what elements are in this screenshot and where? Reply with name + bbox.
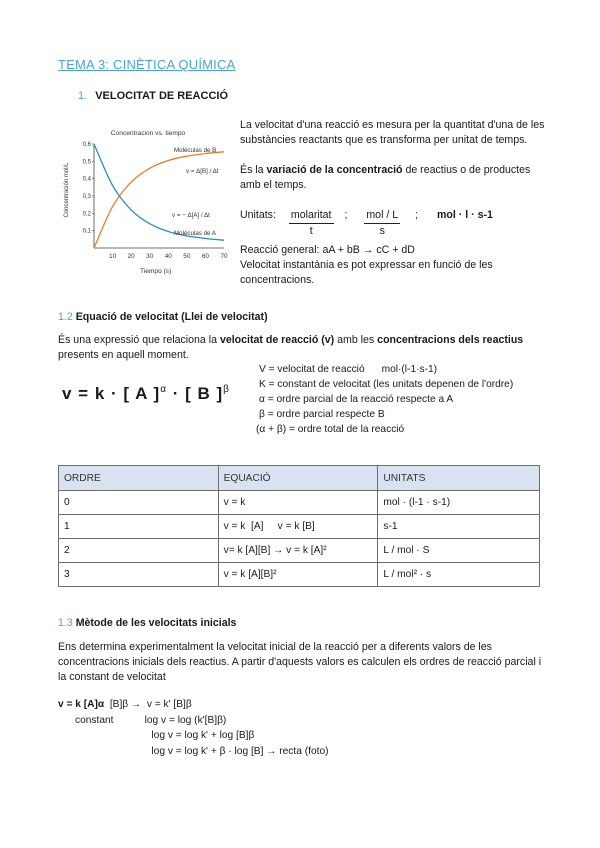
instant-velocity: Velocitat instantània es pot expressar en funció de les concentracions. bbox=[240, 259, 493, 286]
general-reaction: Reacció general: aA + bB → cC + dD bbox=[240, 244, 415, 256]
legend-item: (α + β) = ordre total de la reacció bbox=[256, 424, 405, 435]
rate-law-legend bbox=[256, 362, 513, 437]
table-row: 0 v = k mol · (l-1 · s-1) bbox=[59, 491, 540, 515]
x-tick-label: 30 bbox=[146, 253, 154, 260]
y-tick-label: 0,5 bbox=[82, 159, 91, 166]
header-unitats: UNITATS bbox=[378, 466, 540, 491]
y-tick-label: 0,4 bbox=[82, 176, 91, 183]
legend-item: α = ordre parcial de la reacció respecte a A bbox=[259, 394, 454, 405]
order-table bbox=[58, 465, 540, 587]
intro-paragraph-1: La velocitat d'una reacció es mesura per la quantitat d'una de les substàncies reactants que es transforma per unitat de temps. bbox=[240, 119, 545, 146]
section-1-2-paragraph: És una expressió que relaciona la velocitat de reacció (v) amb les concentracions dels reactius presents en aquell moment. bbox=[58, 334, 524, 361]
chart-xlabel: Tiempo (s) bbox=[140, 268, 172, 275]
section-1-3-heading: 1.3 Mètode de les velocitats inicials bbox=[58, 617, 237, 629]
series-molecules-a-line bbox=[94, 144, 224, 240]
table-row: 2 v= k [A][B] → v = k [A]² L / mol · S bbox=[59, 539, 540, 563]
y-tick-label: 0,1 bbox=[82, 228, 91, 235]
legend-item: K = constant de velocitat (les unitats depenen de l'ordre) bbox=[259, 379, 514, 390]
series-a-label: Moléculas de A bbox=[174, 230, 216, 237]
x-tick-label: 50 bbox=[183, 253, 191, 260]
y-tick-label: 0,6 bbox=[82, 142, 91, 148]
header-equacio: EQUACIÓ bbox=[218, 466, 378, 491]
unit-mol-l-per-s: $\frac{\text{mol / L}}{s}$ bbox=[366, 209, 399, 237]
derivation-line-1: v = k [A]α [B]β → v = k' [B]β bbox=[58, 699, 192, 710]
y-tick-label: 0,3 bbox=[82, 194, 91, 200]
intro-text-block bbox=[240, 118, 550, 288]
series-b-label: Moléculas de B bbox=[174, 147, 217, 154]
derivation-line-2: constant log v = log (k'[B]β) bbox=[58, 714, 227, 726]
annotation-b: v = Δ[B] / Δt bbox=[186, 168, 219, 175]
section-1-title: VELOCITAT DE REACCIÓ bbox=[95, 90, 229, 102]
x-tick-label: 10 bbox=[109, 253, 117, 260]
unit-molaritat-per-t: $\frac{\text{molaritat}}{t}$ bbox=[290, 209, 332, 237]
table-row: 1 v = k [A] v = k [B] s-1 bbox=[59, 515, 540, 539]
chart-title: Concentracion vs. tiempo bbox=[110, 130, 186, 137]
section-1-number: 1. bbox=[78, 90, 88, 102]
table-header-row bbox=[59, 466, 540, 491]
x-tick-label: 40 bbox=[164, 253, 172, 260]
chart-ylabel: Concentración mol/L bbox=[64, 162, 70, 218]
section-1-2-heading: 1.2 Equació de velocitat (Llei de velocitat) bbox=[58, 311, 268, 323]
table-row: 3 v = k [A][B]² L / mol² · s bbox=[59, 563, 540, 587]
legend-item: β = ordre parcial respecte B bbox=[259, 409, 385, 420]
units-line: Unitats: $\frac{\text{molaritat}}{t}$ ; $\frac{\text{mol / L}}{s}$ ; mol · l · s-1 bbox=[240, 209, 493, 237]
rate-law-equation: v = k · [ A ]$^\alpha$ · [ B ]$^\beta$ bbox=[62, 384, 230, 403]
y-tick-label: 0,2 bbox=[82, 211, 91, 218]
initial-rates-derivation bbox=[58, 697, 329, 759]
concentration-time-chart bbox=[60, 126, 232, 276]
section-1-3-paragraph: Ens determina experimentalment la velocitat inicial de la reacció per a diferents valors de les concentracions inicials dels reactius. A partir d'aquests valors es calculen els ordres de reacció parcial i la constant de velocitat bbox=[58, 641, 542, 683]
derivation-line-3: log v = log k' + log [B]β bbox=[58, 730, 255, 741]
intro-paragraph-2: És la variació de la concentració de reactius o de productes amb el temps. bbox=[240, 164, 531, 191]
section-1-heading bbox=[78, 90, 228, 102]
unit-mol-l-s: mol · l · s-1 bbox=[437, 209, 493, 221]
header-ordre: ORDRE bbox=[59, 466, 219, 491]
page-title: TEMA 3: CINÈTICA QUÍMICA bbox=[58, 57, 236, 72]
derivation-line-4: log v = log k' + β · log [B] → recta (foto) bbox=[58, 745, 329, 757]
legend-item: V = velocitat de reacció mol·(l-1·s-1) bbox=[259, 364, 438, 375]
x-tick-label: 60 bbox=[201, 253, 209, 260]
annotation-a: v = − Δ[A] / Δt bbox=[172, 212, 210, 219]
x-tick-label: 20 bbox=[127, 253, 135, 260]
x-tick-label: 70 bbox=[220, 253, 228, 260]
